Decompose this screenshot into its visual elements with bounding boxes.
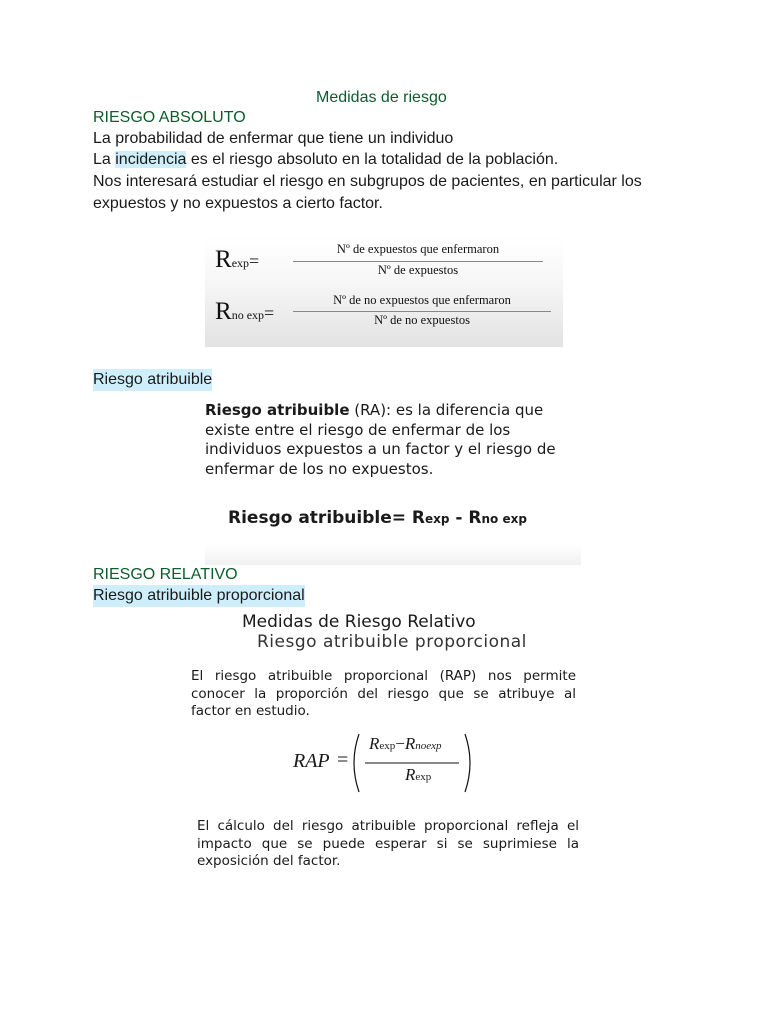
- heading-rap: Riesgo atribuible proporcional: [93, 585, 305, 607]
- rap-denominator: Rexp: [405, 765, 432, 784]
- text-subgrupos: Nos interesará estudiar el riesgo en subgrupos de pacientes, en particular los expuestos y no expuestos a cierto factor.: [93, 173, 642, 212]
- rap-description: El riesgo atribuible proporcional (RAP) nos permite conocer la proporción del riesgo que se atribuye al factor en estudio.: [191, 668, 576, 719]
- r-noexp-label: Rno exp=: [215, 298, 275, 325]
- ra-definition: Riesgo atribuible (RA): es la diferencia que existe entre el riesgo de enfermar de los individuos expuestos a un factor y el riesgo de enfermar de los no expuestos.: [205, 401, 556, 478]
- rap-conclusion: El cálculo del riesgo atribuible proporcional refleja el impacto que se puede esperar si se suprimiese la exposición del factor.: [197, 818, 579, 869]
- heading-riesgo-relativo: RIESGO RELATIVO: [93, 566, 238, 583]
- rap-numerator: Rexp−Rnoexp: [369, 734, 442, 753]
- heading-riesgo-atribuible: Riesgo atribuible: [93, 369, 212, 391]
- riesgo-atribuible-image: [205, 395, 581, 565]
- text-probabilidad: La probabilidad de enfermar que tiene un individuo: [93, 130, 454, 147]
- rap-formula: RAP = Rexp−Rnoexp Rexp: [293, 732, 473, 792]
- ra-equation: Riesgo atribuible= Rexp - Rno exp: [228, 508, 527, 528]
- fraction-line-1: [293, 261, 543, 262]
- formula-riesgo-image: [205, 236, 563, 347]
- text-incidencia-pre: La: [93, 151, 116, 168]
- numerator-noexp: Nº de no expuestos que enfermaron: [333, 293, 511, 307]
- rap-image: [185, 612, 585, 870]
- rap-image-title: Medidas de Riesgo Relativo: [242, 612, 476, 632]
- highlight-incidencia: incidencia: [115, 151, 187, 168]
- text-incidencia-post: es el riesgo absoluto en la totalidad de la población.: [186, 151, 559, 168]
- text-incidencia: [93, 149, 558, 171]
- denominator-noexp: Nº de no expuestos: [374, 313, 470, 327]
- page-title: Medidas de riesgo: [316, 89, 447, 106]
- r-exp-label: Rexp=: [215, 246, 260, 273]
- numerator-exp: Nº de expuestos que enfermaron: [336, 242, 500, 256]
- fraction-line-2: [293, 311, 551, 312]
- heading-riesgo-absoluto: RIESGO ABSOLUTO: [93, 109, 246, 126]
- rap-image-subtitle: Riesgo atribuible proporcional: [257, 632, 527, 652]
- denominator-exp: Nº de expuestos: [377, 263, 459, 277]
